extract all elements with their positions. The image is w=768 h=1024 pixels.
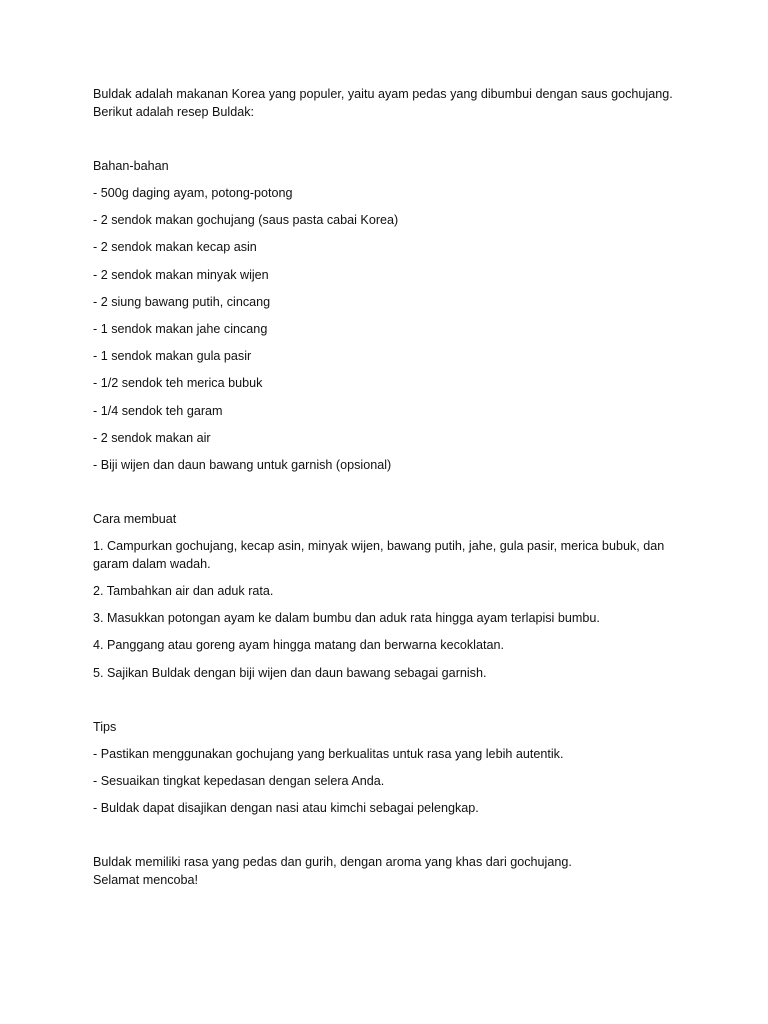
tip-item: - Pastikan menggunakan gochujang yang berkualitas untuk rasa yang lebih autentik.	[93, 746, 564, 761]
ingredient-item: - 500g daging ayam, potong-potong	[93, 186, 293, 200]
ingredients-heading: Bahan-bahan	[93, 159, 169, 173]
step-item: 4. Panggang atau goreng ayam hingga matang dan berwarna kecoklatan.	[93, 638, 504, 653]
steps-heading: Cara membuat	[93, 511, 177, 526]
intro-paragraph: Buldak adalah makanan Korea yang populer, yaitu ayam pedas yang dibumbui dengan saus gochujang. Berikut adalah resep Buldak:	[93, 87, 673, 119]
ingredient-item: - 2 sendok makan gochujang (saus pasta cabai Korea)	[93, 213, 399, 228]
step-item: 1. Campurkan gochujang, kecap asin, minyak wijen, bawang putih, jahe, gula pasir, merica bubuk, dan garam dalam wadah.	[93, 538, 665, 571]
ingredient-item: - 1 sendok makan jahe cincang	[93, 321, 268, 336]
steps-list	[93, 537, 693, 682]
ingredient-item: - Biji wijen dan daun bawang untuk garnish (opsional)	[93, 457, 392, 472]
ingredient-item: - 2 sendok makan air	[93, 430, 211, 445]
tips-list	[93, 745, 693, 817]
ingredient-item: - 2 siung bawang putih, cincang	[93, 294, 271, 309]
document-page	[93, 85, 693, 889]
step-item: 3. Masukkan potongan ayam ke dalam bumbu dan aduk rata hingga ayam terlapisi bumbu.	[93, 611, 600, 626]
ingredient-item: - 1/4 sendok teh garam	[93, 403, 223, 418]
ingredient-item: - 2 sendok makan minyak wijen	[93, 267, 269, 282]
ingredient-item: - 2 sendok makan kecap asin	[93, 240, 257, 255]
ingredients-list	[93, 184, 693, 474]
closing-paragraph	[93, 853, 693, 889]
closing-greeting: Selamat mencoba!	[93, 873, 199, 887]
closing-line: Buldak memiliki rasa yang pedas dan gurih, dengan aroma yang khas dari gochujang.	[93, 855, 572, 869]
tips-heading: Tips	[93, 719, 117, 734]
tip-item: - Buldak dapat disajikan dengan nasi atau kimchi sebagai pelengkap.	[93, 801, 479, 815]
ingredient-item: - 1 sendok makan gula pasir	[93, 349, 252, 364]
step-item: 5. Sajikan Buldak dengan biji wijen dan daun bawang sebagai garnish.	[93, 665, 487, 680]
step-item: 2. Tambahkan air dan aduk rata.	[93, 584, 274, 599]
ingredient-item: - 1/2 sendok teh merica bubuk	[93, 376, 263, 391]
tip-item: - Sesuaikan tingkat kepedasan dengan selera Anda.	[93, 773, 385, 788]
